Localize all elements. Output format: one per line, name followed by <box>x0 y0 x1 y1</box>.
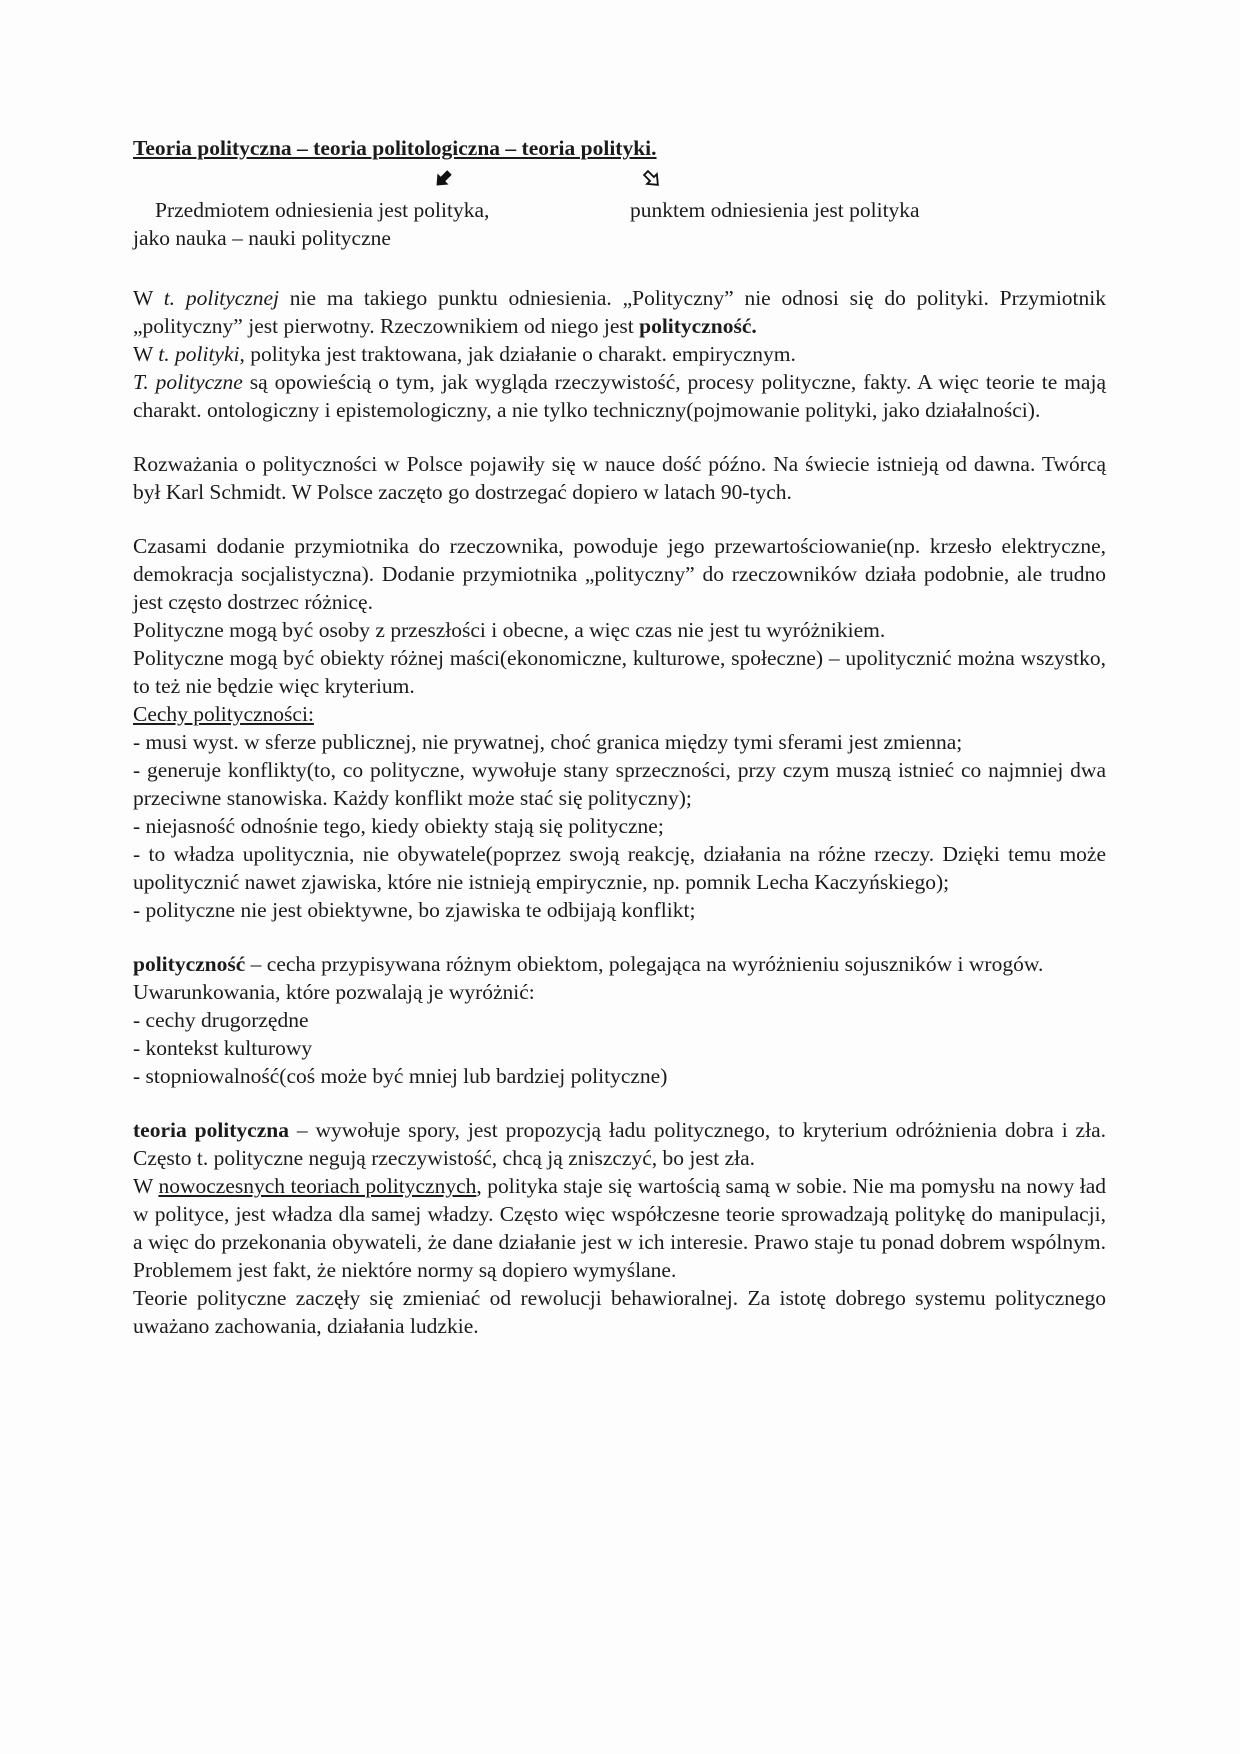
text-run: Polityczne mogą być obiekty różnej maści(ekonomiczne, kulturowe, społeczne) – upolitycznić można wszystko, to też nie będzie więc kryterium. <box>133 646 1106 698</box>
text-run: - to władza upolitycznia, nie obywatele(poprzez swoją reakcję, działania na różne rzeczy. Dzięki temu może upolitycznić nawet zjawiska, które nie istnieją empirycznie, np. pomnik Lecha Kaczyńskiego); <box>133 842 1106 894</box>
page-title <box>133 134 1106 162</box>
blank-line <box>133 424 1106 450</box>
paragraph <box>133 812 1106 840</box>
text-run: nowoczesnych teoriach politycznych <box>158 1174 477 1198</box>
paragraph <box>133 616 1106 644</box>
text-run: t. polityki <box>158 342 240 366</box>
blank-line <box>133 1090 1106 1116</box>
text-run: – cecha przypisywana różnym obiektom, polegająca na wyróżnieniu sojuszników i wrogów. <box>245 952 1044 976</box>
paragraph <box>133 756 1106 812</box>
text-run: - stopniowalność(coś może być mniej lub bardziej polityczne) <box>133 1064 668 1088</box>
paragraph <box>133 728 1106 756</box>
text-run: - generuje konflikty(to, co polityczne, wywołuje stany sprzeczności, przy czym muszą istnieć co najmniej dwa przeciwne stanowiska. Każdy konflikt może stać się polityczny); <box>133 758 1106 810</box>
text-run: W <box>133 286 164 310</box>
text-run: Rozważania o polityczności w Polsce pojawiły się w nauce dość późno. Na świecie istnieją od dawna. Twórcą był Karl Schmidt. W Polsce zaczęto go dostrzegać dopiero w latach 90-tych. <box>133 452 1106 504</box>
right-column <box>630 196 920 224</box>
southeast-arrow-icon <box>641 168 663 190</box>
paragraph <box>133 532 1106 616</box>
text-run: nie ma takiego punktu odniesienia. „Polityczny” nie odnosi się do polityki. Przymiotnik „polityczny” jest pierwotny. Rzeczownikiem od niego jest <box>133 286 1106 338</box>
paragraph <box>133 978 1106 1006</box>
paragraph <box>133 340 1106 368</box>
paragraph <box>133 368 1106 424</box>
paragraph <box>133 1116 1106 1172</box>
column-line: jako nauka – nauki polityczne <box>133 226 391 250</box>
document-body <box>133 284 1106 1340</box>
reference-columns <box>133 196 1106 252</box>
text-run: W <box>133 1174 159 1198</box>
text-run: Czasami dodanie przymiotnika do rzeczownika, powoduje jego przewartościowanie(np. krzesło elektryczne, demokracja socjalistyczna). Dodanie przymiotnika „polityczny” do rzeczowników działa podobnie, ale trudno jest często dostrzec różnicę. <box>133 534 1106 614</box>
arrows-row <box>133 162 1106 196</box>
column-line: punktem odniesienia jest polityka <box>630 198 920 222</box>
blank-line <box>133 506 1106 532</box>
paragraph <box>133 1284 1106 1340</box>
text-run: - musi wyst. w sferze publicznej, nie prywatnej, choć granica między tymi sferami jest zmienna; <box>133 730 963 754</box>
column-line: Przedmiotem odniesienia jest polityka, <box>155 198 490 222</box>
left-column <box>133 196 1106 252</box>
text-run: W <box>133 342 159 366</box>
text-run: - polityczne nie jest obiektywne, bo zjawiska te odbijają konflikt; <box>133 898 696 922</box>
paragraph <box>133 644 1106 700</box>
paragraph <box>133 450 1106 506</box>
blank-line <box>133 924 1106 950</box>
text-run: Teorie polityczne zaczęły się zmieniać od rewolucji behawioralnej. Za istotę dobrego systemu politycznego uważano zachowania, działania ludzkie. <box>133 1286 1106 1338</box>
text-run: - niejasność odnośnie tego, kiedy obiekty stają się polityczne; <box>133 814 664 838</box>
text-run: , polityka jest traktowana, jak działanie o charakt. empirycznym. <box>239 342 796 366</box>
paragraph <box>133 700 1106 728</box>
southwest-arrow-icon <box>432 168 454 190</box>
paragraph <box>133 284 1106 340</box>
text-run: - kontekst kulturowy <box>133 1036 313 1060</box>
page-title-text: Teoria polityczna – teoria politologiczna – teoria polityki. <box>133 136 657 160</box>
text-run: są opowieścią o tym, jak wygląda rzeczywistość, procesy polityczne, fakty. A więc teorie te mają charakt. ontologiczny i epistemologiczny, a nie tylko techniczny(pojmowanie polityki, jako działalności). <box>133 370 1106 422</box>
text-run: polityczność. <box>639 314 757 338</box>
text-run: Cechy polityczności: <box>133 702 314 726</box>
paragraph <box>133 896 1106 924</box>
text-run: Polityczne mogą być osoby z przeszłości i obecne, a więc czas nie jest tu wyróżnikiem. <box>133 618 886 642</box>
paragraph <box>133 1172 1106 1284</box>
paragraph <box>133 950 1106 978</box>
paragraph <box>133 1034 1106 1062</box>
text-run: Uwarunkowania, które pozwalają je wyróżnić: <box>133 980 535 1004</box>
text-run: t. politycznej <box>163 286 279 310</box>
paragraph <box>133 840 1106 896</box>
text-run: – wywołuje spory, jest propozycją ładu politycznego, to kryterium odróżnienia dobra i zła. Często t. polityczne negują rzeczywistość, chcą ją zniszczyć, bo jest zła. <box>133 1118 1106 1170</box>
paragraph <box>133 1006 1106 1034</box>
text-run: , polityka staje się wartością samą w sobie. Nie ma pomysłu na nowy ład w polityce, jest władza dla samej władzy. Często więc współczesne teorie sprowadzają politykę do manipulacji, a więc do przekonania obywateli, że dane działanie jest w ich interesie. Prawo staje tu ponad dobrem wspólnym. Problemem jest fakt, że niektóre normy są dopiero wymyślane. <box>133 1174 1106 1282</box>
text-run: polityczność <box>133 952 246 976</box>
text-run: T. polityczne <box>133 370 243 394</box>
text-run: - cechy drugorzędne <box>133 1008 309 1032</box>
text-run: teoria polityczna <box>133 1118 289 1142</box>
paragraph <box>133 1062 1106 1090</box>
